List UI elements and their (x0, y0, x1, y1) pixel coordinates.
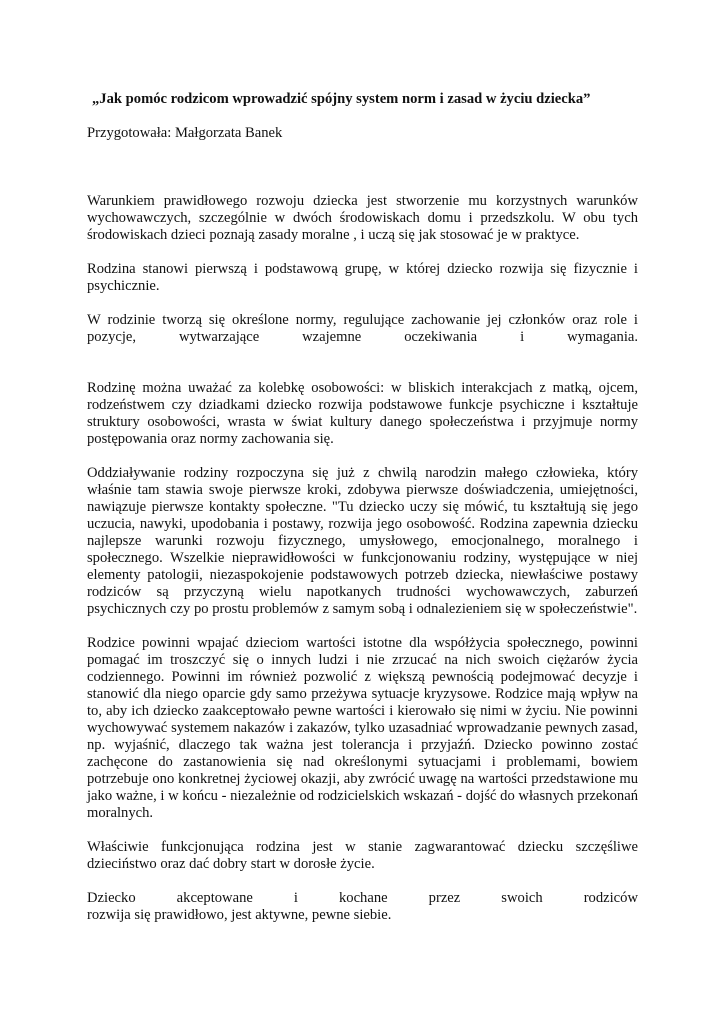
author-line: Przygotowała: Małgorzata Banek (87, 125, 283, 141)
paragraph-4: Rodzinę można uważać za kolebkę osobowości: w bliskich interakcjach z matką, ojcem, rodzeństwem czy dziadkami dziecko rozwija podstawowe funkcje psychiczne i kształtuje struktury osobowości, wrasta w świat kultury danego społeczeństwa i przyjmuje normy postępowania oraz normy zachowania się. (87, 380, 638, 447)
paragraph-8: Dziecko akceptowane i kochane przez swoich rodziców (87, 890, 638, 906)
paragraph-5: Oddziaływanie rodziny rozpoczyna się już z chwilą narodzin małego człowieka, który właśnie tam stawia swoje pierwsze kroki, zdobywa pierwsze doświadczenia, umiejętności, nawiązuje pierwsze kontakty społeczne. "Tu dziecko uczy się mówić, tu kształtują się jego uczucia, nawyki, upodobania i postawy, rozwija jego osobowość. Rodzina zapewnia dziecku najlepsze warunki rozwoju fizycznego, umysłowego, emocjonalnego, moralnego i społecznego. Wszelkie nieprawidłowości w funkcjonowaniu rodziny, występujące w niej elementy patologii, niezaspokojenie podstawowych potrzeb dziecka, niewłaściwe postawy rodziców są przyczyną wielu napotkanych trudności wychowawczych, zaburzeń psychicznych czy po prostu problemów z samym sobą i odnalezieniem się w społeczeństwie". (87, 465, 638, 617)
paragraph-7: Właściwie funkcjonująca rodzina jest w stanie zagwarantować dziecku szczęśliwe dzieciństwo oraz dać dobry start w dorosłe życie. (87, 839, 638, 872)
paragraph-1: Warunkiem prawidłowego rozwoju dziecka jest stworzenie mu korzystnych warunków wychowawczych, szczególnie w dwóch środowiskach domu i przedszkolu. W obu tych środowiskach dzieci poznają zasady moralne , i uczą się jak stosować je w praktyce. (87, 193, 638, 243)
paragraph-3: W rodzinie tworzą się określone normy, regulujące zachowanie jej członków oraz role i pozycje, wytwarzające wzajemne oczekiwania i wymagania. (87, 312, 638, 345)
paragraph-6: Rodzice powinni wpajać dzieciom wartości istotne dla współżycia społecznego, powinni pomagać im troszczyć się o innych ludzi i nie zrzucać na nich swoich ciężarów życia codziennego. Powinni im również pozwolić z większą pewnością podejmować decyzje i stanowić dla niego oparcie gdy samo przeżywa sytuacje kryzysowe. Rodzice mają wpływ na to, aby ich dziecko zaakceptowało pewne wartości i kierowało się nimi w życiu. Nie powinni wychowywać systemem nakazów i zakazów, tylko uzasadniać wprowadzanie pewnych zasad, np. wyjaśnić, dlaczego tak ważna jest tolerancja i przyjaźń. Dziecko powinno zostać zachęcone do zastanowienia się nad określonymi sytuacjami i problemami, bowiem potrzebuje ono konkretnej życiowej okazji, aby zwrócić uwagę na wartości przedstawione mu jako ważne, i w końcu - niezależnie od rodzicielskich wskazań - dojść do własnych przekonań moralnych. (87, 635, 638, 821)
paragraph-8-continuation: rozwija się prawidłowo, jest aktywne, pewne siebie. (87, 907, 392, 923)
paragraph-2: Rodzina stanowi pierwszą i podstawową grupę, w której dziecko rozwija się fizycznie i psychicznie. (87, 261, 638, 294)
document-body (87, 91, 638, 924)
document-title: „Jak pomóc rodzicom wprowadzić spójny system norm i zasad w życiu dziecka” (92, 91, 591, 107)
